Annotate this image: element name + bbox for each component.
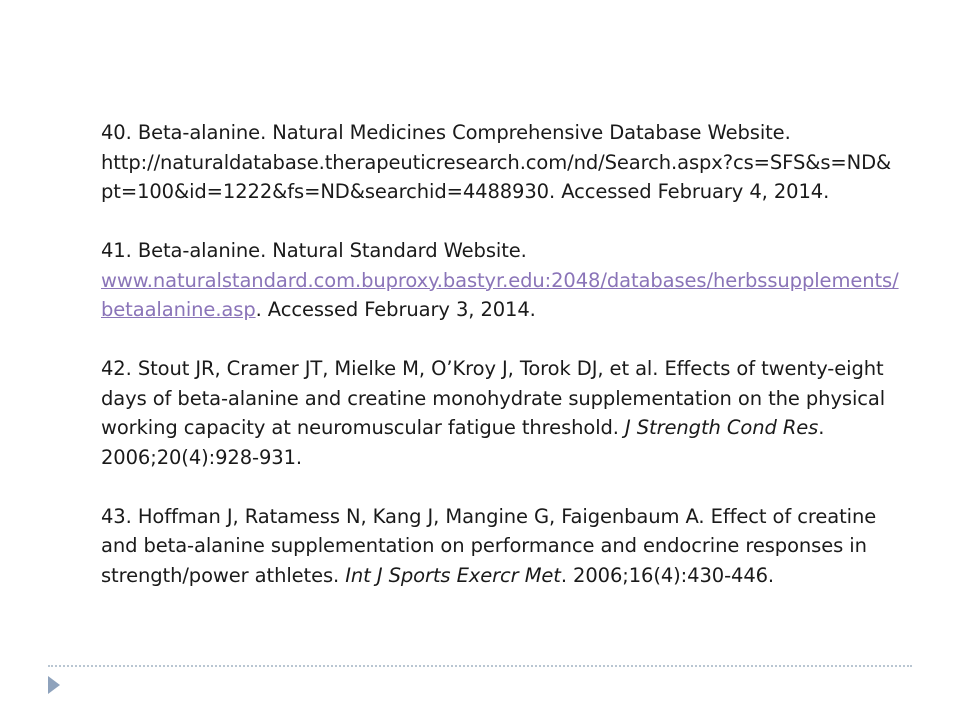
reference-number: 43. [101,504,132,528]
reference-number: 42. [101,357,132,380]
journal-name: Int J Sports Exercr Met [345,563,561,587]
reference-item [101,354,901,472]
reference-citation: . 2006;20(4):928-931. [101,416,825,469]
reference-item [101,236,901,325]
reference-accessed: Accessed February 4, 2014. [561,180,830,203]
reference-number: 40. [101,121,132,144]
journal-name: J Strength Cond Res [625,416,819,439]
reference-link[interactable]: www.naturalstandard.com.buproxy.bastyr.edu:2048/databases/herbssupplements/betaalanine.asp [101,268,899,321]
reference-citation: . 2006;16(4):430-446. [560,563,775,587]
reference-text: Beta-alanine. Natural Medicines Comprehensive Database Website. [137,121,791,144]
reference-item [101,118,901,207]
reference-text: Hoffman J, Ratamess N, Kang J, Mangine G, Faigenbaum A. Effect of creatine and beta-alanine supplementation on performance and endocrine responses in strength/power athletes. [101,504,877,587]
reference-accessed: . Accessed February 3, 2014. [255,298,536,321]
reference-text: Stout JR, Cramer JT, Mielke M, O’Kroy J, Torok DJ, et al. Effects of twenty-eight days of beta-alanine and creatine monohydrate supplementation on the physical working capacity at neuromuscular fatigue threshold. [101,357,886,439]
reference-list [101,118,901,590]
reference-number: 41. [101,239,132,262]
reference-text: Beta-alanine. Natural Standard Website. [137,239,527,262]
triangle-right-icon [48,676,60,694]
footer-divider [48,665,912,667]
reference-item [101,502,901,591]
reference-url: http://naturaldatabase.therapeuticresearch.com/nd/Search.aspx?cs=SFS&s=ND&pt=100&id=1222&fs=ND&searchid=4488930. [101,150,892,203]
